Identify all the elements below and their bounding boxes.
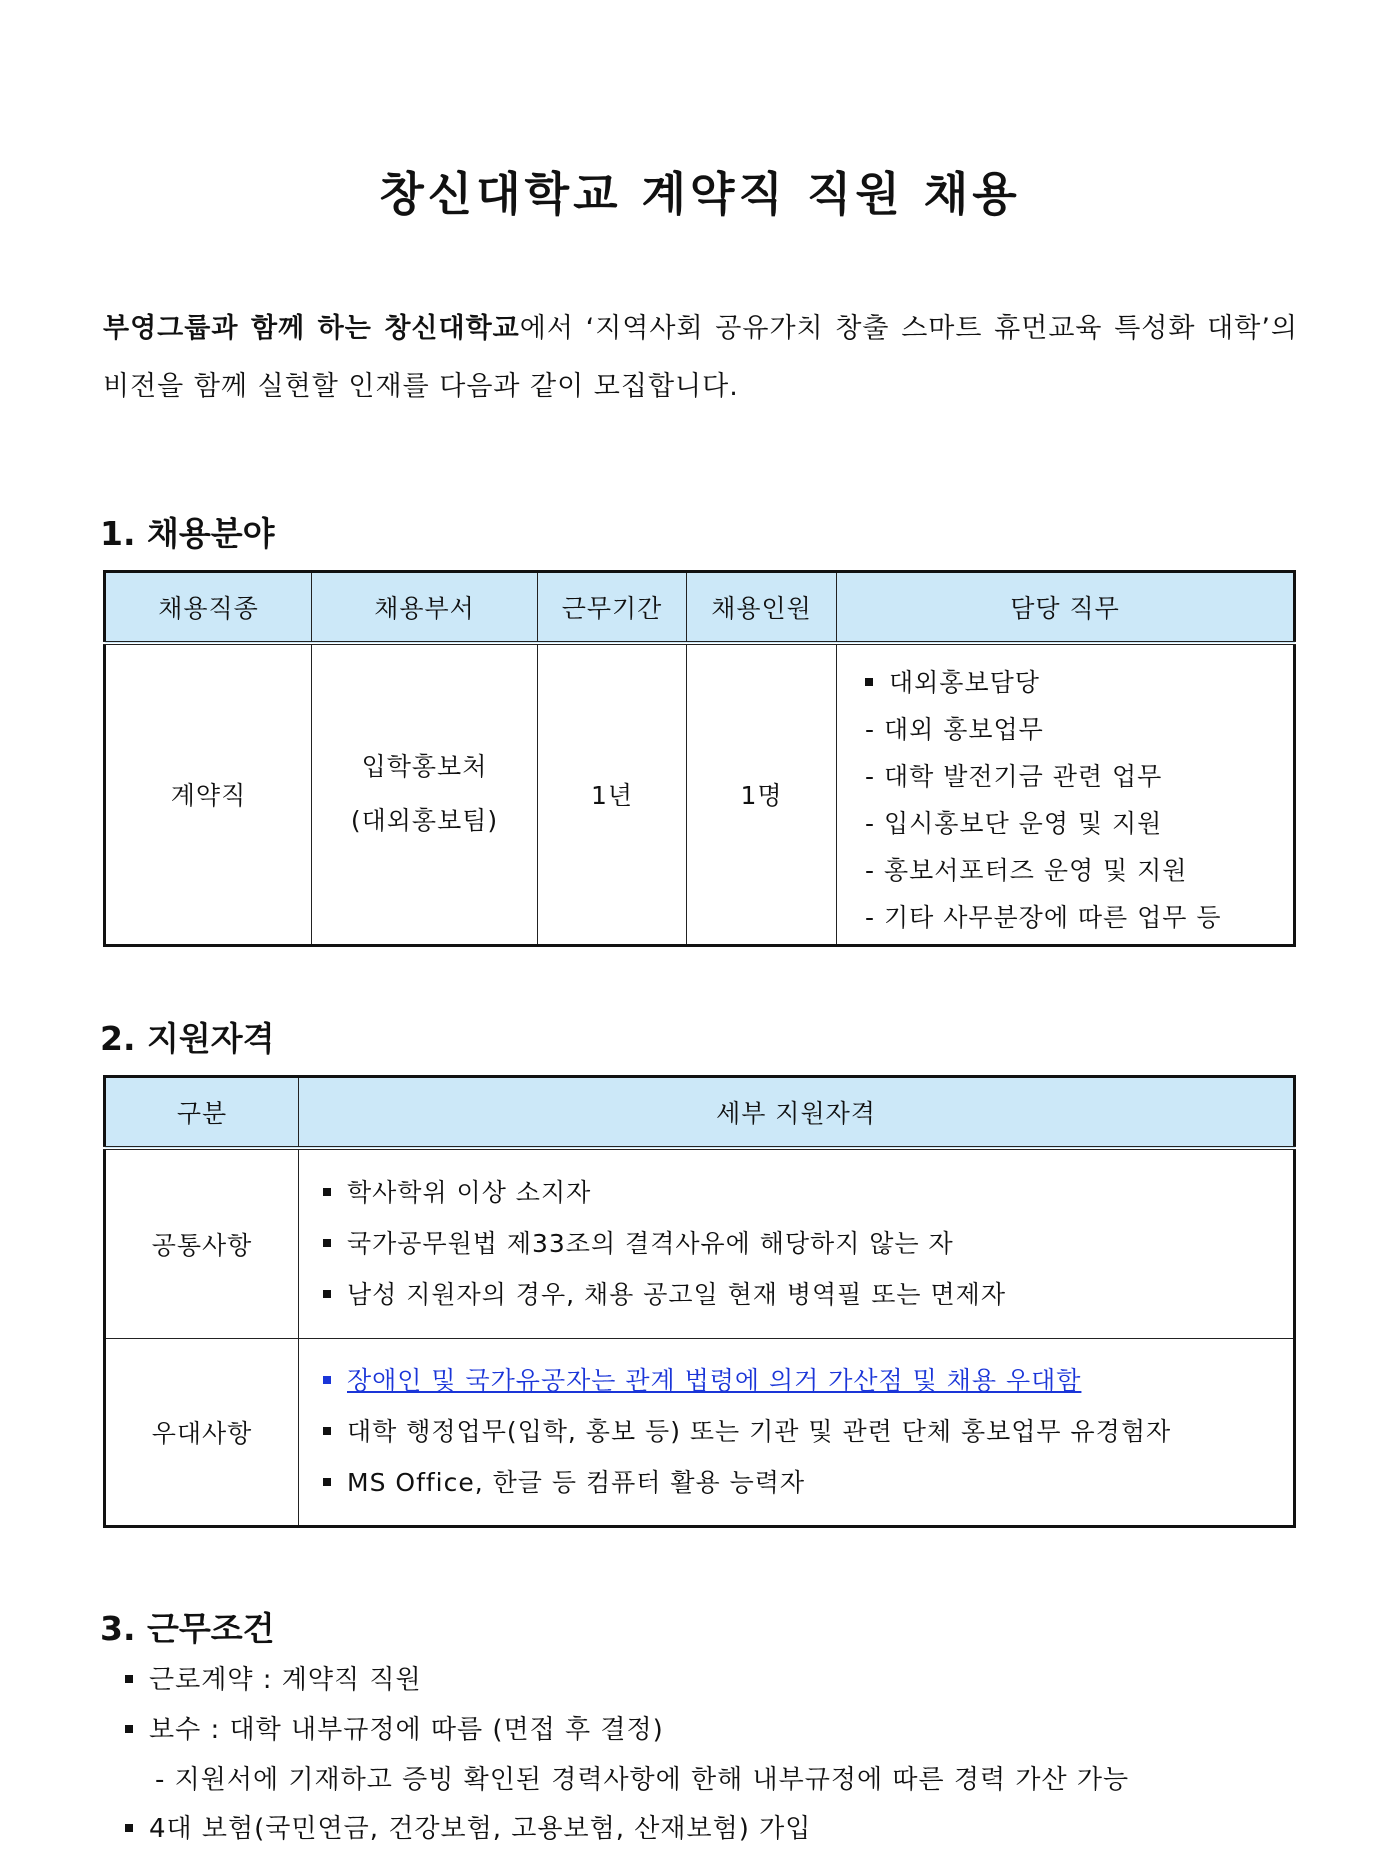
bullet-icon bbox=[323, 1427, 331, 1435]
list-item[interactable] bbox=[323, 1355, 1293, 1406]
cell-preferred-items bbox=[299, 1338, 1295, 1526]
condition-item: 4대 보험(국민연금, 건강보험, 고용보험, 산재보험) 가입 bbox=[125, 1808, 811, 1845]
qualification-table bbox=[103, 1075, 1296, 1528]
table-row bbox=[105, 643, 1295, 945]
bullet-icon bbox=[323, 1376, 331, 1384]
cell-common-label: 공통사항 bbox=[105, 1148, 299, 1338]
col-header: 근무기간 bbox=[538, 572, 687, 644]
list-item: - 대학 발전기금 관련 업무 bbox=[865, 762, 1163, 791]
cell-period: 1년 bbox=[538, 643, 687, 945]
list-item: - 입시홍보단 운영 및 지원 bbox=[865, 809, 1163, 838]
bullet-icon bbox=[323, 1239, 331, 1247]
list-item: 남성 지원자의 경우, 채용 공고일 현재 병역필 또는 면제자 bbox=[323, 1269, 1293, 1320]
section-heading-3: 3. 근무조건 bbox=[100, 1609, 275, 1648]
condition-subitem: - 지원서에 기재하고 증빙 확인된 경력사항에 한해 내부규정에 따른 경력 가산 가능 bbox=[155, 1765, 1130, 1795]
table-row bbox=[105, 1148, 1295, 1338]
list-item: - 대외 홍보업무 bbox=[865, 715, 1044, 744]
page-title: 창신대학교 계약직 직원 채용 bbox=[379, 167, 1021, 221]
section-heading-1: 1. 채용분야 bbox=[100, 514, 275, 553]
bullet-icon bbox=[323, 1478, 331, 1486]
bullet-icon bbox=[865, 678, 873, 686]
list-item: 대학 행정업무(입학, 홍보 등) 또는 기관 및 관련 단체 홍보업무 유경험자 bbox=[323, 1406, 1293, 1457]
section-heading-2: 2. 지원자격 bbox=[100, 1019, 275, 1058]
col-header: 채용인원 bbox=[687, 572, 837, 644]
cell-dept bbox=[312, 643, 538, 945]
col-header: 세부 지원자격 bbox=[299, 1077, 1295, 1149]
intro-bold: 부영그룹과 함께 하는 창신대학교 bbox=[103, 313, 520, 344]
bullet-icon bbox=[323, 1188, 331, 1196]
cell-duties bbox=[837, 643, 1295, 945]
list-item: MS Office, 한글 등 컴퓨터 활용 능력자 bbox=[323, 1457, 1293, 1508]
bullet-icon bbox=[125, 1824, 133, 1832]
condition-item: 근로계약 : 계약직 직원 bbox=[125, 1659, 422, 1696]
list-item: - 홍보서포터즈 운영 및 지원 bbox=[865, 856, 1188, 885]
list-item: - 기타 사무분장에 따른 업무 등 bbox=[865, 903, 1222, 932]
dept-line: 입학홍보처 bbox=[361, 752, 488, 782]
cell-preferred-label: 우대사항 bbox=[105, 1338, 299, 1526]
list-item: 학사학위 이상 소지자 bbox=[323, 1167, 1293, 1218]
table-row bbox=[105, 1338, 1295, 1526]
condition-item: 보수 : 대학 내부규정에 따름 (면접 후 결정) bbox=[125, 1709, 664, 1746]
preference-link[interactable]: 장애인 및 국가유공자는 관계 법령에 의거 가산점 및 채용 우대함 bbox=[347, 1366, 1082, 1395]
bullet-icon bbox=[125, 1725, 133, 1733]
col-header: 채용직종 bbox=[105, 572, 312, 644]
list-item: 국가공무원법 제33조의 결격사유에 해당하지 않는 자 bbox=[323, 1218, 1293, 1269]
cell-count: 1명 bbox=[687, 643, 837, 945]
bullet-icon bbox=[125, 1675, 133, 1683]
intro-rest: 에서 ‘지역사회 공유가치 창출 스마트 휴먼교육 특성화 대학’의 비전을 함께 실현할 인재를 다음과 같이 모집합니다. bbox=[103, 313, 1298, 402]
col-header: 담당 직무 bbox=[837, 572, 1295, 644]
cell-type: 계약직 bbox=[105, 643, 312, 945]
bullet-icon bbox=[323, 1290, 331, 1298]
intro-paragraph bbox=[103, 300, 1298, 416]
cell-common-items bbox=[299, 1148, 1295, 1338]
col-header: 구분 bbox=[105, 1077, 299, 1149]
list-item: 대외홍보담당 bbox=[865, 659, 1293, 706]
dept-line: (대외홍보팀) bbox=[350, 806, 499, 836]
col-header: 채용부서 bbox=[312, 572, 538, 644]
recruit-field-table bbox=[103, 570, 1296, 947]
